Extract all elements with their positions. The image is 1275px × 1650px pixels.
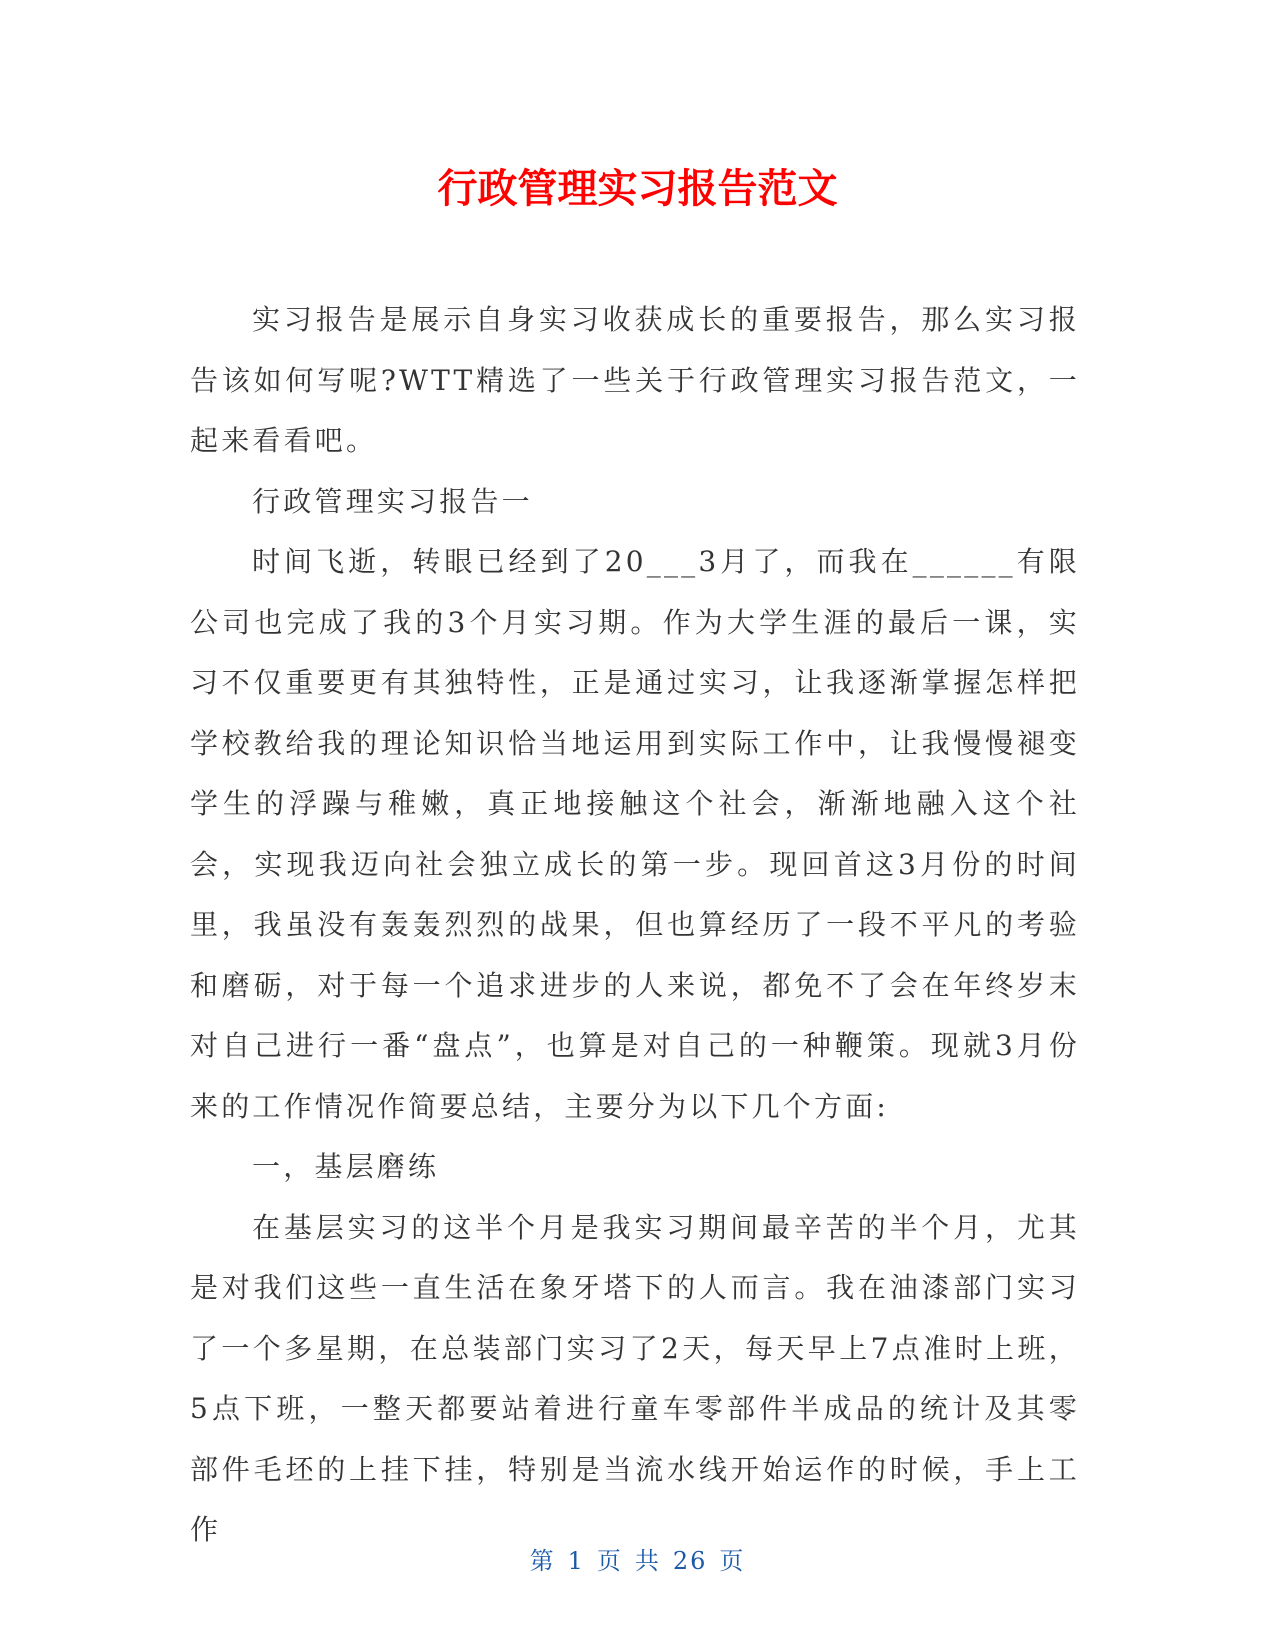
footer-label-ye-2: 页 xyxy=(719,1547,746,1575)
footer-label-total: 共 xyxy=(634,1547,661,1575)
paragraph-continued: 在基层实习的这半个月是我实习期间最辛苦的半个月，尤其是对我们这些一直生活在象牙塔下的人而言。我在油漆部门实习了一个多星期，在总装部门实习了2天，每天早上7点准时上班，5点下班，一整天都要站着进行童车零部件半成品的统计及其零部件毛坯的上挂下挂，特别是当流水线开始运作的时候，手上工作 xyxy=(190,1210,1080,1546)
footer-label-page: 第 xyxy=(529,1547,556,1575)
footer-total-pages: 26 xyxy=(672,1547,708,1575)
paragraph-section-heading: 行政管理实习报告一 xyxy=(252,484,533,518)
document-body xyxy=(190,290,1080,1561)
footer-current-page: 1 xyxy=(567,1547,585,1575)
page-title: 行政管理实习报告范文 xyxy=(437,166,838,212)
footer-label-ye: 页 xyxy=(596,1547,623,1575)
paragraph-intro: 实习报告是展示自身实习收获成长的重要报告，那么实习报告该如何写呢?WTT精选了一些关于行政管理实习报告范文，一起来看看吧。 xyxy=(190,303,1080,457)
page-number-footer xyxy=(0,1546,1275,1576)
paragraph-main: 时间飞逝，转眼已经到了20___3月了，而我在______有限公司也完成了我的3个月实习期。作为大学生涯的最后一课，实习不仅重要更有其独特性，正是通过实习，让我逐渐掌握怎样把学校教给我的理论知识恰当地运用到实际工作中，让我慢慢褪变学生的浮躁与稚嫩，真正地接触这个社会，渐渐地融入这个社会，实现我迈向社会独立成长的第一步。现回首这3月份的时间里，我虽没有轰轰烈烈的战果，但也算经历了一段不平凡的考验和磨砺，对于每一个追求进步的人来说，都免不了会在年终岁末对自己进行一番“盘点”，也算是对自己的一种鞭策。现就3月份来的工作情况作简要总结，主要分为以下几个方面: xyxy=(190,545,1080,1123)
paragraph-subheading: 一，基层磨练 xyxy=(252,1150,440,1183)
